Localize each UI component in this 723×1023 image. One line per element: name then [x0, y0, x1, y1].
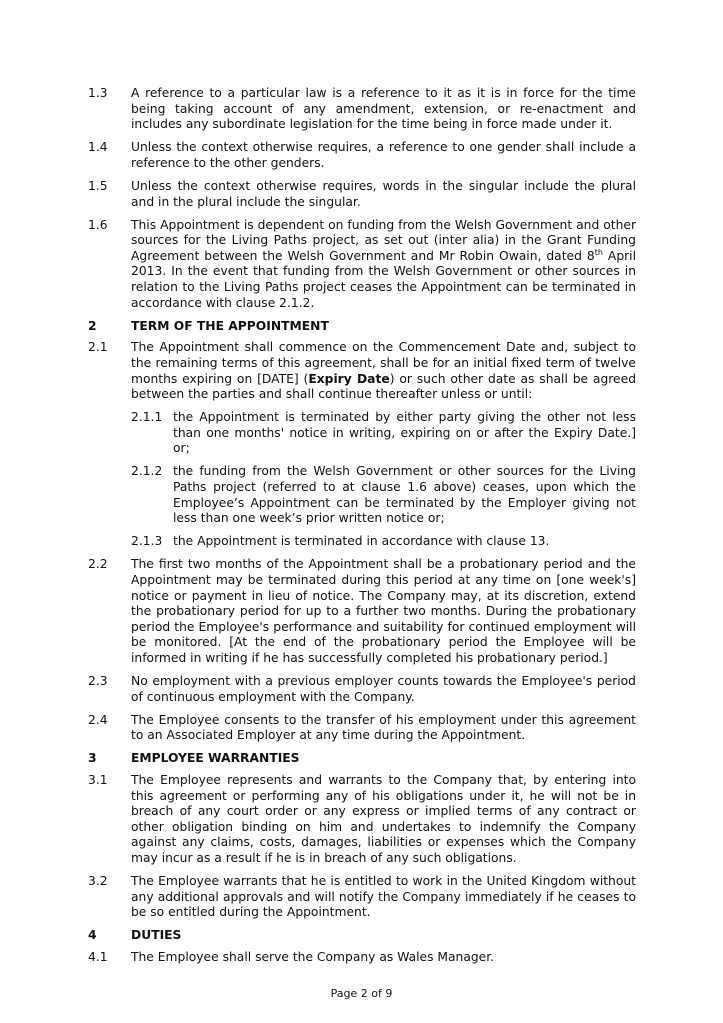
section-heading-2	[88, 319, 636, 335]
clause-number: 2.4	[88, 712, 108, 727]
clause-2-3	[88, 674, 636, 705]
clause-number: 2.2	[88, 557, 108, 572]
clause-text: The Employee consents to the transfer of his employment under this agreement to an Associated Employer at any time during the Appointment.	[131, 712, 636, 743]
clause-3-1	[88, 773, 636, 867]
clause-number: 1.4	[88, 140, 108, 155]
clause-2-2	[88, 557, 636, 666]
clause-text	[131, 218, 636, 312]
clause-text: Unless the context otherwise requires, words in the singular include the plural and in the plural include the singular.	[131, 178, 636, 209]
section-title: DUTIES	[131, 928, 182, 943]
clause-3-2	[88, 874, 636, 921]
clause-number: 3.2	[88, 874, 108, 889]
document-body	[88, 86, 636, 973]
clause-number: 2.1	[88, 340, 108, 355]
clause-number: 4.1	[88, 950, 108, 964]
section-number: 2	[88, 318, 97, 333]
clause-number: 1.6	[88, 217, 108, 232]
section-number: 3	[88, 751, 97, 766]
clause-text-part: The Appointment shall commence on the Commencement Date and, subject to the remaining terms of this agreement, shall be for an initial fixed term of twelve months expiring on [DATE] (	[131, 340, 636, 386]
clause-1-6	[88, 218, 636, 312]
clause-number: 1.3	[88, 86, 108, 100]
clause-1-3	[88, 86, 636, 133]
subclause-number: 2.1.3	[131, 534, 163, 549]
section-title: EMPLOYEE WARRANTIES	[131, 751, 300, 766]
clause-text: The Employee shall serve the Company as Wales Manager.	[131, 950, 495, 964]
clause-number: 2.3	[88, 674, 108, 689]
clause-text: A reference to a particular law is a reference to it as it is in force for the time being taking account of any amendment, extension, or re-enactment and includes any subordinate legislation for the time being in force made under it.	[131, 86, 636, 132]
clause-text: The Employee represents and warrants to the Company that, by entering into this agreement or performing any of his obligations under it, he will not be in breach of any court order or any express or implied terms of any contract or other obligation binding on him and undertakes to indemnify the Company against any claims, costs, damages, liabilities or expenses which the Company may incur as a result if he is in breach of any such obligations.	[131, 773, 636, 866]
clause-1-5	[88, 179, 636, 210]
clause-1-4	[88, 140, 636, 171]
defined-term: Expiry Date	[308, 371, 390, 386]
clause-4-1	[88, 950, 636, 966]
section-title: TERM OF THE APPOINTMENT	[131, 318, 329, 333]
clause-text: Unless the context otherwise requires, a reference to one gender shall include a reference to the other genders.	[131, 140, 636, 170]
clause-2-1-3	[131, 534, 636, 550]
clause-text-part: ) or such other date as shall be agreed between the parties and shall continue thereafter unless or until:	[131, 371, 636, 402]
section-heading-3	[88, 751, 636, 767]
clause-2-1	[88, 340, 636, 402]
clause-text-part: This Appointment is dependent on funding from the Welsh Government and other sources for the Living Paths project, as set out (inter alia) in the Grant Funding Agreement between the Welsh Government and Mr Robin Owain, dated 8	[131, 217, 636, 263]
ordinal-suffix: th	[594, 247, 603, 257]
subclause-number: 2.1.2	[131, 464, 163, 479]
subclause-number: 2.1.1	[131, 410, 163, 425]
section-number: 4	[88, 928, 97, 943]
clause-2-1-1	[131, 410, 636, 457]
clause-text-part: April 2013. In the event that funding from the Welsh Government or other sources in relation to the Living Paths project ceases the Appointment can be terminated in accordance with clause 2.1.2.	[131, 248, 637, 310]
clause-number: 3.1	[88, 773, 108, 788]
clause-text: The first two months of the Appointment shall be a probationary period and the Appointment may be terminated during this period at any time on [one week's] notice or payment in lieu of notice. The Company may, at its discretion, extend the probationary period for up to a further two months. During the probationary period the Employee's performance and suitability for continued employment will be monitored. [At the end of the probationary period the Employee will be informed in writing if he has successfully completed his probationary period.]	[131, 557, 636, 665]
subclause-text: the funding from the Welsh Government or other sources for the Living Paths project (referred to at clause 1.6 above) ceases, upon which the Employee’s Appointment can be terminated by the Employer giving not less than one week’s prior written notice or;	[173, 464, 636, 526]
clause-text	[131, 340, 636, 402]
section-heading-4	[88, 928, 636, 944]
subclause-text: the Appointment is terminated in accordance with clause 13.	[173, 534, 550, 549]
clause-text: No employment with a previous employer counts towards the Employee's period of continuous employment with the Company.	[131, 674, 636, 704]
subclause-text: the Appointment is terminated by either party giving the other not less than one months' notice in writing, expiring on or after the Expiry Date.] or;	[173, 410, 636, 456]
page-footer: Page 2 of 9	[330, 987, 393, 1000]
clause-2-4	[88, 713, 636, 744]
clause-2-1-2	[131, 464, 636, 526]
clause-text: The Employee warrants that he is entitled to work in the United Kingdom without any additional approvals and will notify the Company immediately if he ceases to be so entitled during the Appointment.	[131, 874, 636, 920]
clause-number: 1.5	[88, 178, 108, 193]
